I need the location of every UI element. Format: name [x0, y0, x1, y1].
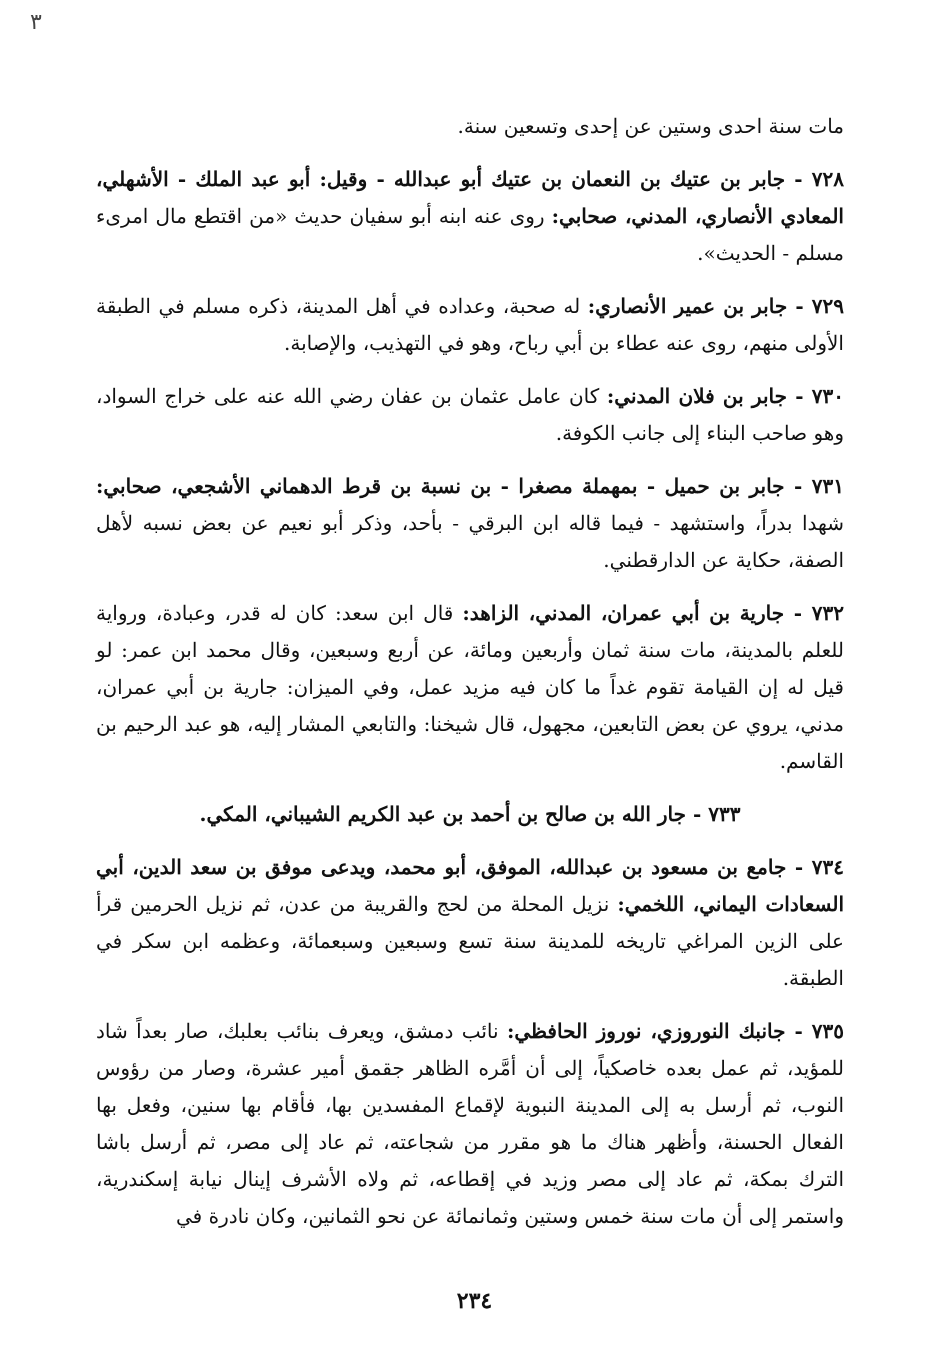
entry-735	[96, 1013, 844, 1235]
entry-heading: ٧٣٠ - جابر بن فلان المدني:	[606, 384, 844, 408]
entry-text: روى عنه ابنه أبو سفيان حديث «من اقتطع مال امرىء مسلم - الحديث».	[96, 204, 844, 265]
entry-text: نائب دمشق، ويعرف بنائب بعلبك، صار بعداً شاد للمؤيد، ثم عمل بعده خاصكياً، إلى أن أمَّره الظاهر جقمق أمير عشرة، وصار من رؤوس النوب، ثم أرسل به إلى المدينة النبوية لإقماع المفسدين بها، فأقام بها سنين، وفعل بها الفعال الحسنة، وأظهر هناك ما هو مقرر من شجاعته، ثم عاد إلى مصر، ثم أرسل باشا الترك بمكة، ثم عاد إلى مصر وزيد في إقطاعه، ثم ولاه الأشرف إينال نيابة إسكندرية، واستمر إلى أن مات سنة خمس وستين وثمانمائة عن نحو الثمانين، وكان نادرة في	[96, 1019, 845, 1228]
entry-text: شهدا بدراً، واستشهد - فيما قاله ابن البرقي - بأحد، وذكر أبو نعيم عن بعض نسبه لأهل الصفة، حكاية عن الدارقطني.	[96, 511, 844, 572]
entry-text: مات سنة احدى وستين عن إحدى وتسعين سنة.	[457, 114, 844, 138]
entry-729	[96, 288, 844, 362]
entry-734	[96, 849, 844, 997]
entry-732	[96, 595, 844, 780]
corner-mark: ٣	[30, 10, 42, 35]
entry-733	[96, 796, 844, 833]
entry-heading: ٧٣١ - جابر بن حميل - بمهملة مصغرا - بن نسبة بن قرط الدهماني الأشجعي، صحابي:	[96, 474, 844, 498]
entry-text: كان عامل عثمان بن عفان رضي الله عنه على خراج السواد، وهو صاحب البناء إلى جانب الكوفة.	[96, 384, 844, 445]
entry-heading: ٧٣٥ - جانبك النوروزي، نوروز الحافظي:	[506, 1019, 844, 1043]
entry-heading: ٧٣٢ - جارية بن أبي عمران، المدني، الزاهد:	[462, 601, 844, 625]
entry-text: نزيل المحلة من لحج والقريبة من عدن، ثم نزيل الحرمين قرأ على الزين المراغي تاريخه للمدينة سنة تسع وسبعين وسبعمائة، وعظمه ابن سكر في الطبقة.	[96, 892, 844, 990]
entry-heading: ٧٣٤ - جامع بن مسعود بن عبدالله، الموفق، أبو محمد، ويدعى موفق بن سعد الدين، أبي السعادات اليماني، اللخمي:	[96, 855, 844, 916]
page-body-text	[96, 108, 844, 1251]
entry-text: قال ابن سعد: كان له قدر، وعبادة، ورواية للعلم بالمدينة، مات سنة ثمان وأربعين ومائة، عن أربع وسبعين، وقال محمد ابن عمر: لو قيل له إن القيامة تقوم غداً ما كان فيه مزيد عمل، وفي الميزان: جارية بن أبي عمران، مدني، يروي عن بعض التابعين، مجهول، قال شيخنا: والتابعي المشار إليه، هو عبد الرحيم بن القاسم.	[96, 601, 844, 773]
entry-continuation	[96, 108, 844, 145]
page-number: ٢٣٤	[456, 1288, 493, 1314]
entry-731	[96, 468, 844, 579]
entry-728	[96, 161, 844, 272]
entry-heading: ٧٣٣ - جار الله بن صالح بن أحمد بن عبد الكريم الشيباني، المكي.	[199, 802, 741, 826]
entry-text: له صحبة، وعداده في أهل المدينة، ذكره مسلم في الطبقة الأولى منهم، روى عنه عطاء بن أبي رباح، وهو في التهذيب، والإصابة.	[96, 294, 844, 355]
entry-730	[96, 378, 844, 452]
entry-heading: ٧٢٩ - جابر بن عمير الأنصاري:	[587, 294, 844, 318]
entry-heading: ٧٢٨ - جابر بن عتيك بن النعمان بن عتيك أبو عبدالله - وقيل: أبو عبد الملك - الأشهلي، المعادي الأنصاري، المدني، صحابي:	[96, 167, 844, 228]
